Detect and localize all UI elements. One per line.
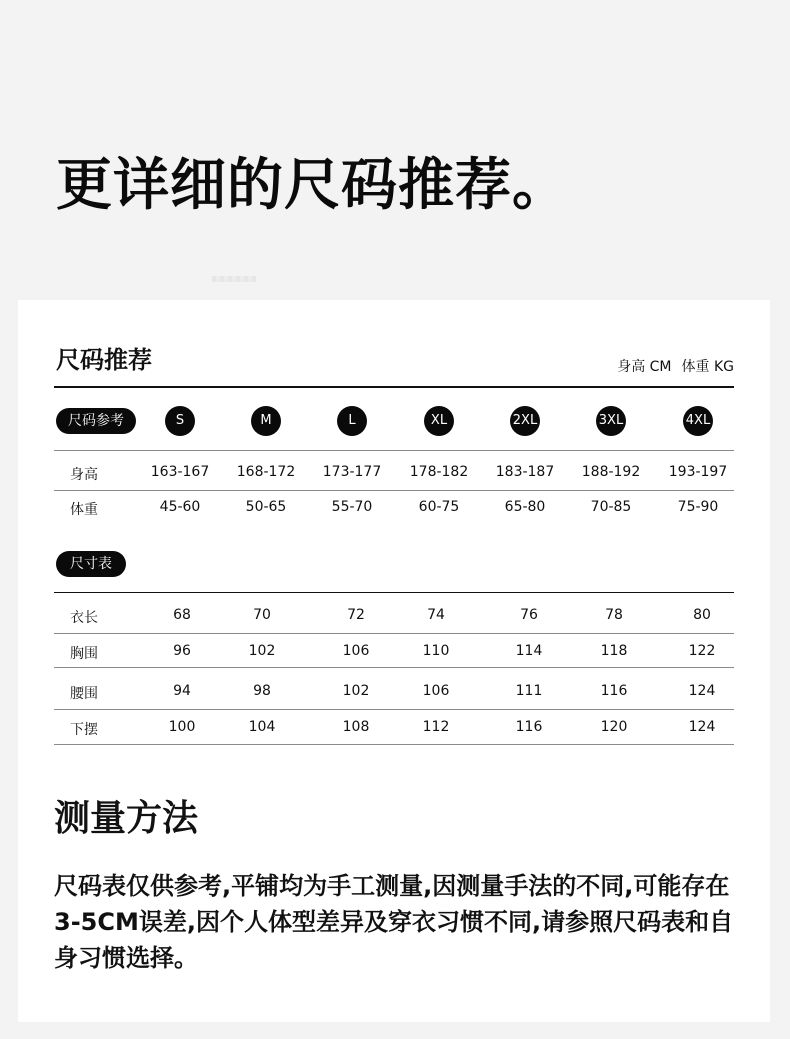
table-cell: 122 [688,643,716,659]
size-l-badge: L [337,406,367,436]
table-cell: 94 [173,683,191,699]
table-cell: 114 [515,643,543,659]
table-cell: 75-90 [677,499,719,515]
table-cell: 68 [173,607,191,623]
table-cell: 124 [688,683,716,699]
units-note [617,356,734,376]
row-label: 体重 [70,502,98,518]
table-cell: 173-177 [322,464,382,480]
size-guide-card [18,300,770,1022]
table-cell: 96 [173,643,191,659]
size-table-badge: 尺寸表 [56,551,126,577]
table-cell: 102 [342,683,370,699]
table-cell: 112 [422,719,450,735]
table-cell: 124 [688,719,716,735]
table-cell: 104 [248,719,276,735]
table-cell: 106 [342,643,370,659]
table-cell: 116 [600,683,628,699]
divider [54,744,734,745]
table-cell: 100 [168,719,196,735]
row-label: 身高 [70,467,98,483]
table-cell: 76 [520,607,538,623]
size-s-badge: S [165,406,195,436]
table-cell: 65-80 [504,499,546,515]
table-cell: 80 [693,607,711,623]
table-cell: 193-197 [668,464,728,480]
table-cell: 108 [342,719,370,735]
size-ref-badge: 尺码参考 [56,408,136,434]
divider [54,450,734,451]
divider [54,633,734,634]
table-cell: 111 [515,683,543,699]
table-cell: 168-172 [236,464,296,480]
table-cell: 106 [422,683,450,699]
table-cell: 163-167 [150,464,210,480]
method-text: 尺码表仅供参考,平铺均为手工测量,因测量手法的不同,可能存在3-5CM误差,因个人体型差异及穿衣习惯不同,请参照尺码表和自身习惯选择。 [54,872,734,972]
table-cell: 188-192 [581,464,641,480]
decorative-bar [212,276,256,282]
table-cell: 118 [600,643,628,659]
size-m-badge: M [251,406,281,436]
divider [54,386,734,388]
table-cell: 102 [248,643,276,659]
size-4xl-badge: 4XL [683,406,713,436]
row-label: 胸围 [70,646,98,662]
size-3xl-badge: 3XL [596,406,626,436]
row-label: 衣长 [70,610,98,626]
table-cell: 183-187 [495,464,555,480]
table-cell: 60-75 [418,499,460,515]
table-cell: 72 [347,607,365,623]
table-cell: 45-60 [159,499,201,515]
table-cell: 50-65 [245,499,287,515]
divider [54,490,734,491]
row-label: 下摆 [70,722,98,738]
table-cell: 110 [422,643,450,659]
table-cell: 178-182 [409,464,469,480]
table-cell: 70-85 [590,499,632,515]
table-cell: 74 [427,607,445,623]
weight-unit: 体重 KG [681,359,734,375]
size-2xl-badge: 2XL [510,406,540,436]
divider [54,592,734,593]
table-cell: 120 [600,719,628,735]
method-title: 测量方法 [54,798,199,839]
row-label: 腰围 [70,686,98,702]
table-cell: 78 [605,607,623,623]
table-cell: 55-70 [331,499,373,515]
divider [54,667,734,668]
table-cell: 98 [253,683,271,699]
size-recommend-title: 尺码推荐 [56,346,152,374]
divider [54,709,734,710]
table-cell: 70 [253,607,271,623]
height-unit: 身高 CM [617,359,672,375]
size-xl-badge: XL [424,406,454,436]
table-cell: 116 [515,719,543,735]
page-headline: 更详细的尺码推荐。 [56,153,569,218]
